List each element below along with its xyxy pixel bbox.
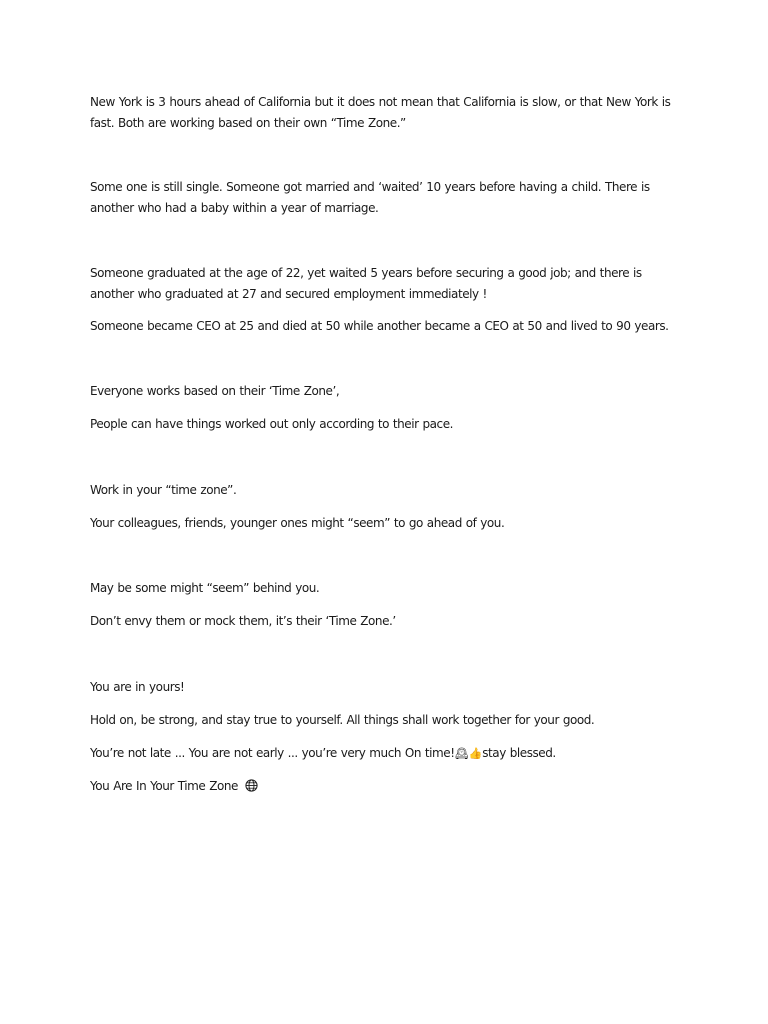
clock-thumbs-up-icon: 🕰👍 [454, 747, 483, 760]
paragraph-5: Everyone works based on their ‘Time Zone’, [90, 384, 340, 398]
globe-icon [245, 778, 258, 799]
closing-line [90, 743, 556, 764]
final-line-text: You Are In Your Time Zone [90, 779, 238, 793]
closing-text-after: stay blessed. [482, 746, 556, 760]
paragraph-1: New York is 3 hours ahead of California but it does not mean that California is slow, or that New York is fast. Both are working based on their own “Time Zone.” [90, 95, 671, 130]
paragraph-3: Someone graduated at the age of 22, yet waited 5 years before securing a good job; and there is another who graduated at 27 and secured employment immediately ! [90, 266, 642, 301]
final-line [90, 776, 258, 799]
paragraph-7: Work in your “time zone”. [90, 483, 237, 497]
paragraph-2: Some one is still single. Someone got married and ‘waited’ 10 years before having a child. There is another who had a baby within a year of marriage. [90, 180, 650, 215]
paragraph-8: Your colleagues, friends, younger ones might “seem” to go ahead of you. [90, 516, 505, 530]
paragraph-4: Someone became CEO at 25 and died at 50 while another became a CEO at 50 and lived to 90 years. [90, 319, 669, 333]
paragraph-12: Hold on, be strong, and stay true to yourself. All things shall work together for your good. [90, 713, 595, 727]
closing-text-before: You’re not late ... You are not early ... you’re very much On time! [90, 746, 455, 760]
paragraph-11: You are in yours! [90, 680, 185, 694]
paragraph-10: Don’t envy them or mock them, it’s their ‘Time Zone.’ [90, 614, 396, 628]
paragraph-9: May be some might “seem” behind you. [90, 581, 320, 595]
paragraph-6: People can have things worked out only according to their pace. [90, 417, 453, 431]
